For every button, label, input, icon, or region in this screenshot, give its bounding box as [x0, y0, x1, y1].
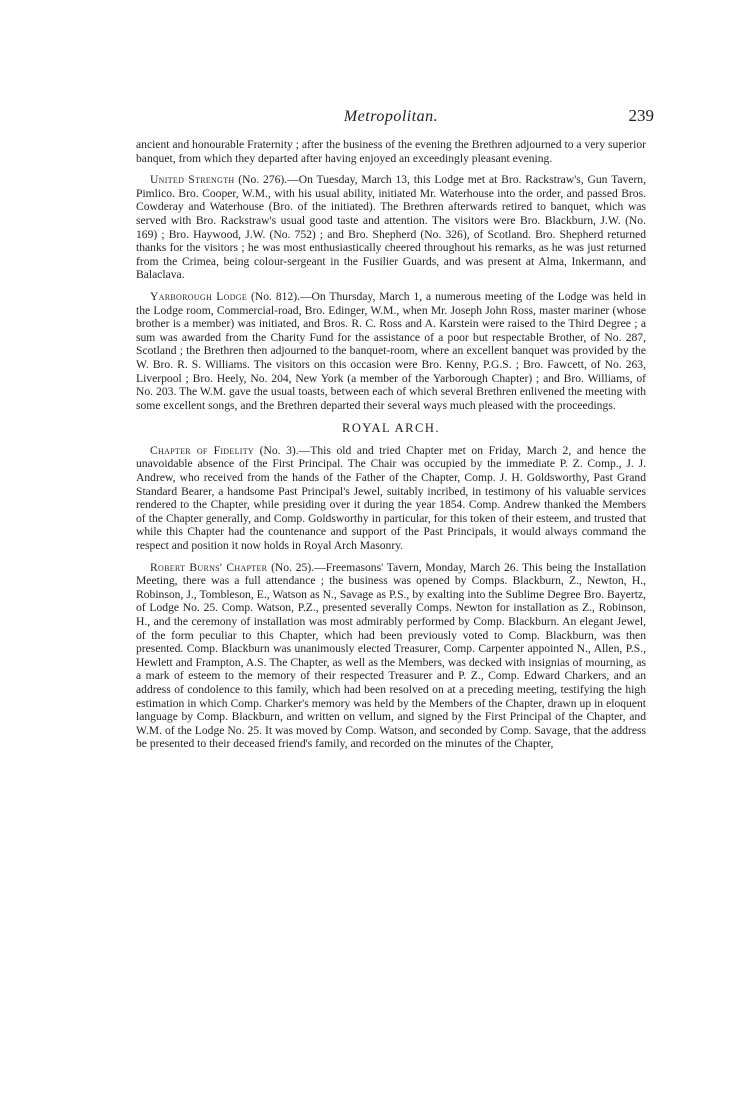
- paragraph-continuation: ancient and honourable Fraternity ; after the business of the evening the Brethren adjourned to a very superior banquet, from which they departed after having enjoyed an exceedingly pleasant evening.: [136, 138, 646, 165]
- paragraph-text: (No. 812).—On Thursday, March 1, a numerous meeting of the Lodge was held in the Lodge room, Commercial-road, Bro. Edinger, W.M., when Mr. Joseph John Ross, master mariner (whose brother is a member) was initiated, and Bros. R. C. Ross and A. Karstein were raised to the Third Degree ; a sum was awarded from the Charity Fund for the assistance of a poor but respectable Brother, of No. 287, Scotland ; the Brethren then adjourned to the banquet-room, where an excellent banquet was provided by the W. Bro. R. S. Williams. The visitors on this occasion were Bro. Kenny, P.G.S. ; Bro. Fawcett, of No. 263, Liverpool ; Bro. Heely, No. 204, New York (a member of the Yarborough Chapter) ; and Bro. Williams, of No. 203. The W.M. gave the usual toasts, between each of which several Brethren enlivened the meeting with some excellent songs, and the Brethren departed their several ways much pleased with the proceedings.: [136, 289, 646, 412]
- paragraph-text: (No. 3).—This old and tried Chapter met on Friday, March 2, and hence the unavoidable absence of the First Principal. The Chair was occupied by the immediate P. Z. Comp., J. J. Andrew, who received from the hands of the Father of the Chapter, Comp. J. H. Goldsworthy, Past Grand Standard Bearer, a handsome Past Principal's Jewel, suitably incribed, in testimony of his valuable services rendered to the Chapter, while presiding over it during the year 1854. Comp. Andrew thanked the Members of the Chapter generally, and Comp. Goldsworthy in particular, for this token of their esteem, and trusted that while this Chapter had the countenance and support of the Past Principals, it would always command the respect and position it now holds in Royal Arch Masonry.: [136, 443, 646, 553]
- lodge-name: Yarborough Lodge: [150, 289, 248, 303]
- section-heading: ROYAL ARCH.: [342, 421, 440, 436]
- chapter-name: Chapter of Fidelity: [150, 443, 254, 457]
- paragraph-united-strength: [136, 173, 646, 282]
- paragraph-text: (No. 25).—Freemasons' Tavern, Monday, March 26. This being the Installation Meeting, there was a full attendance ; the business was opened by Comps. Blackburn, Z., Newton, H., Robinson, J., Tombleson, E., Watson as N., Savage as P.S., by exalting into the Sublime Degree Bro. Bayertz, of Lodge No. 25. Comp. Watson, P.Z., presented severally Comps. Newton for installation as Z., Robinson, H., and the ceremony of installation was most admirably performed by Comp. Blackburn. An elegant Jewel, of the form peculiar to this Chapter, which had been previously voted to Comp. Blackburn, was then presented. Comp. Blackburn was unanimously elected Treasurer, Comp. Carpenter appointed N., Allen, P.S., Hewlett and Frampton, A.S. The Chapter, as well as the Members, was decked with insignias of mourning, as a mark of esteem to the memory of their respected Treasurer and P. Z., Comp. Edward Charkers, and an address of condolence to this family, which had been resolved on at a preceding meeting, testifying the high estimation in which Comp. Charker's memory was held by the Members of the Chapter, drawn up in eloquent language by Comp. Blackburn, and written on vellum, and signed by the First Principal of the Chapter, and W.M. of the Lodge No. 25. It was moved by Comp. Watson, and seconded by Comp. Savage, that the address be presented to their deceased friend's family, and recorded on the minutes of the Chapter,: [136, 560, 646, 751]
- lodge-name: United Strength: [150, 173, 235, 187]
- paragraph-text: (No. 276).—On Tuesday, March 13, this Lodge met at Bro. Rackstraw's, Gun Tavern, Pimlico. Bro. Cooper, W.M., with his usual ability, initiated Mr. Waterhouse into the order, and passed Bros. Cowderay and Waterhouse (Bro. of the initiated). The Brethren afterwards retired to banquet, which was served with Bro. Rackstraw's usual good taste and attention. The visitors were Bro. Blackburn, J.W. (No. 169) ; Bro. Haywood, J.W. (No. 752) ; and Bro. Shepherd (No. 326), of Scotland. Bro. Shepherd returned thanks for the visitors ; he was most enthusiastically cheered throughout his remarks, as he was just returned from the Crimea, being colour-sergeant in the Fusilier Guards, and was present at Alma, Inkermann, and Balaclava.: [136, 173, 647, 282]
- paragraph-robert-burns-chapter: [136, 561, 646, 751]
- article-body: [136, 138, 646, 759]
- running-head: [136, 106, 654, 130]
- chapter-name: Robert Burns' Chapter: [150, 560, 268, 574]
- paragraph-yarborough-lodge: [136, 290, 646, 412]
- paragraph-chapter-of-fidelity: [136, 444, 646, 553]
- page-number: 239: [628, 106, 654, 125]
- running-title: Metropolitan.: [343, 108, 439, 125]
